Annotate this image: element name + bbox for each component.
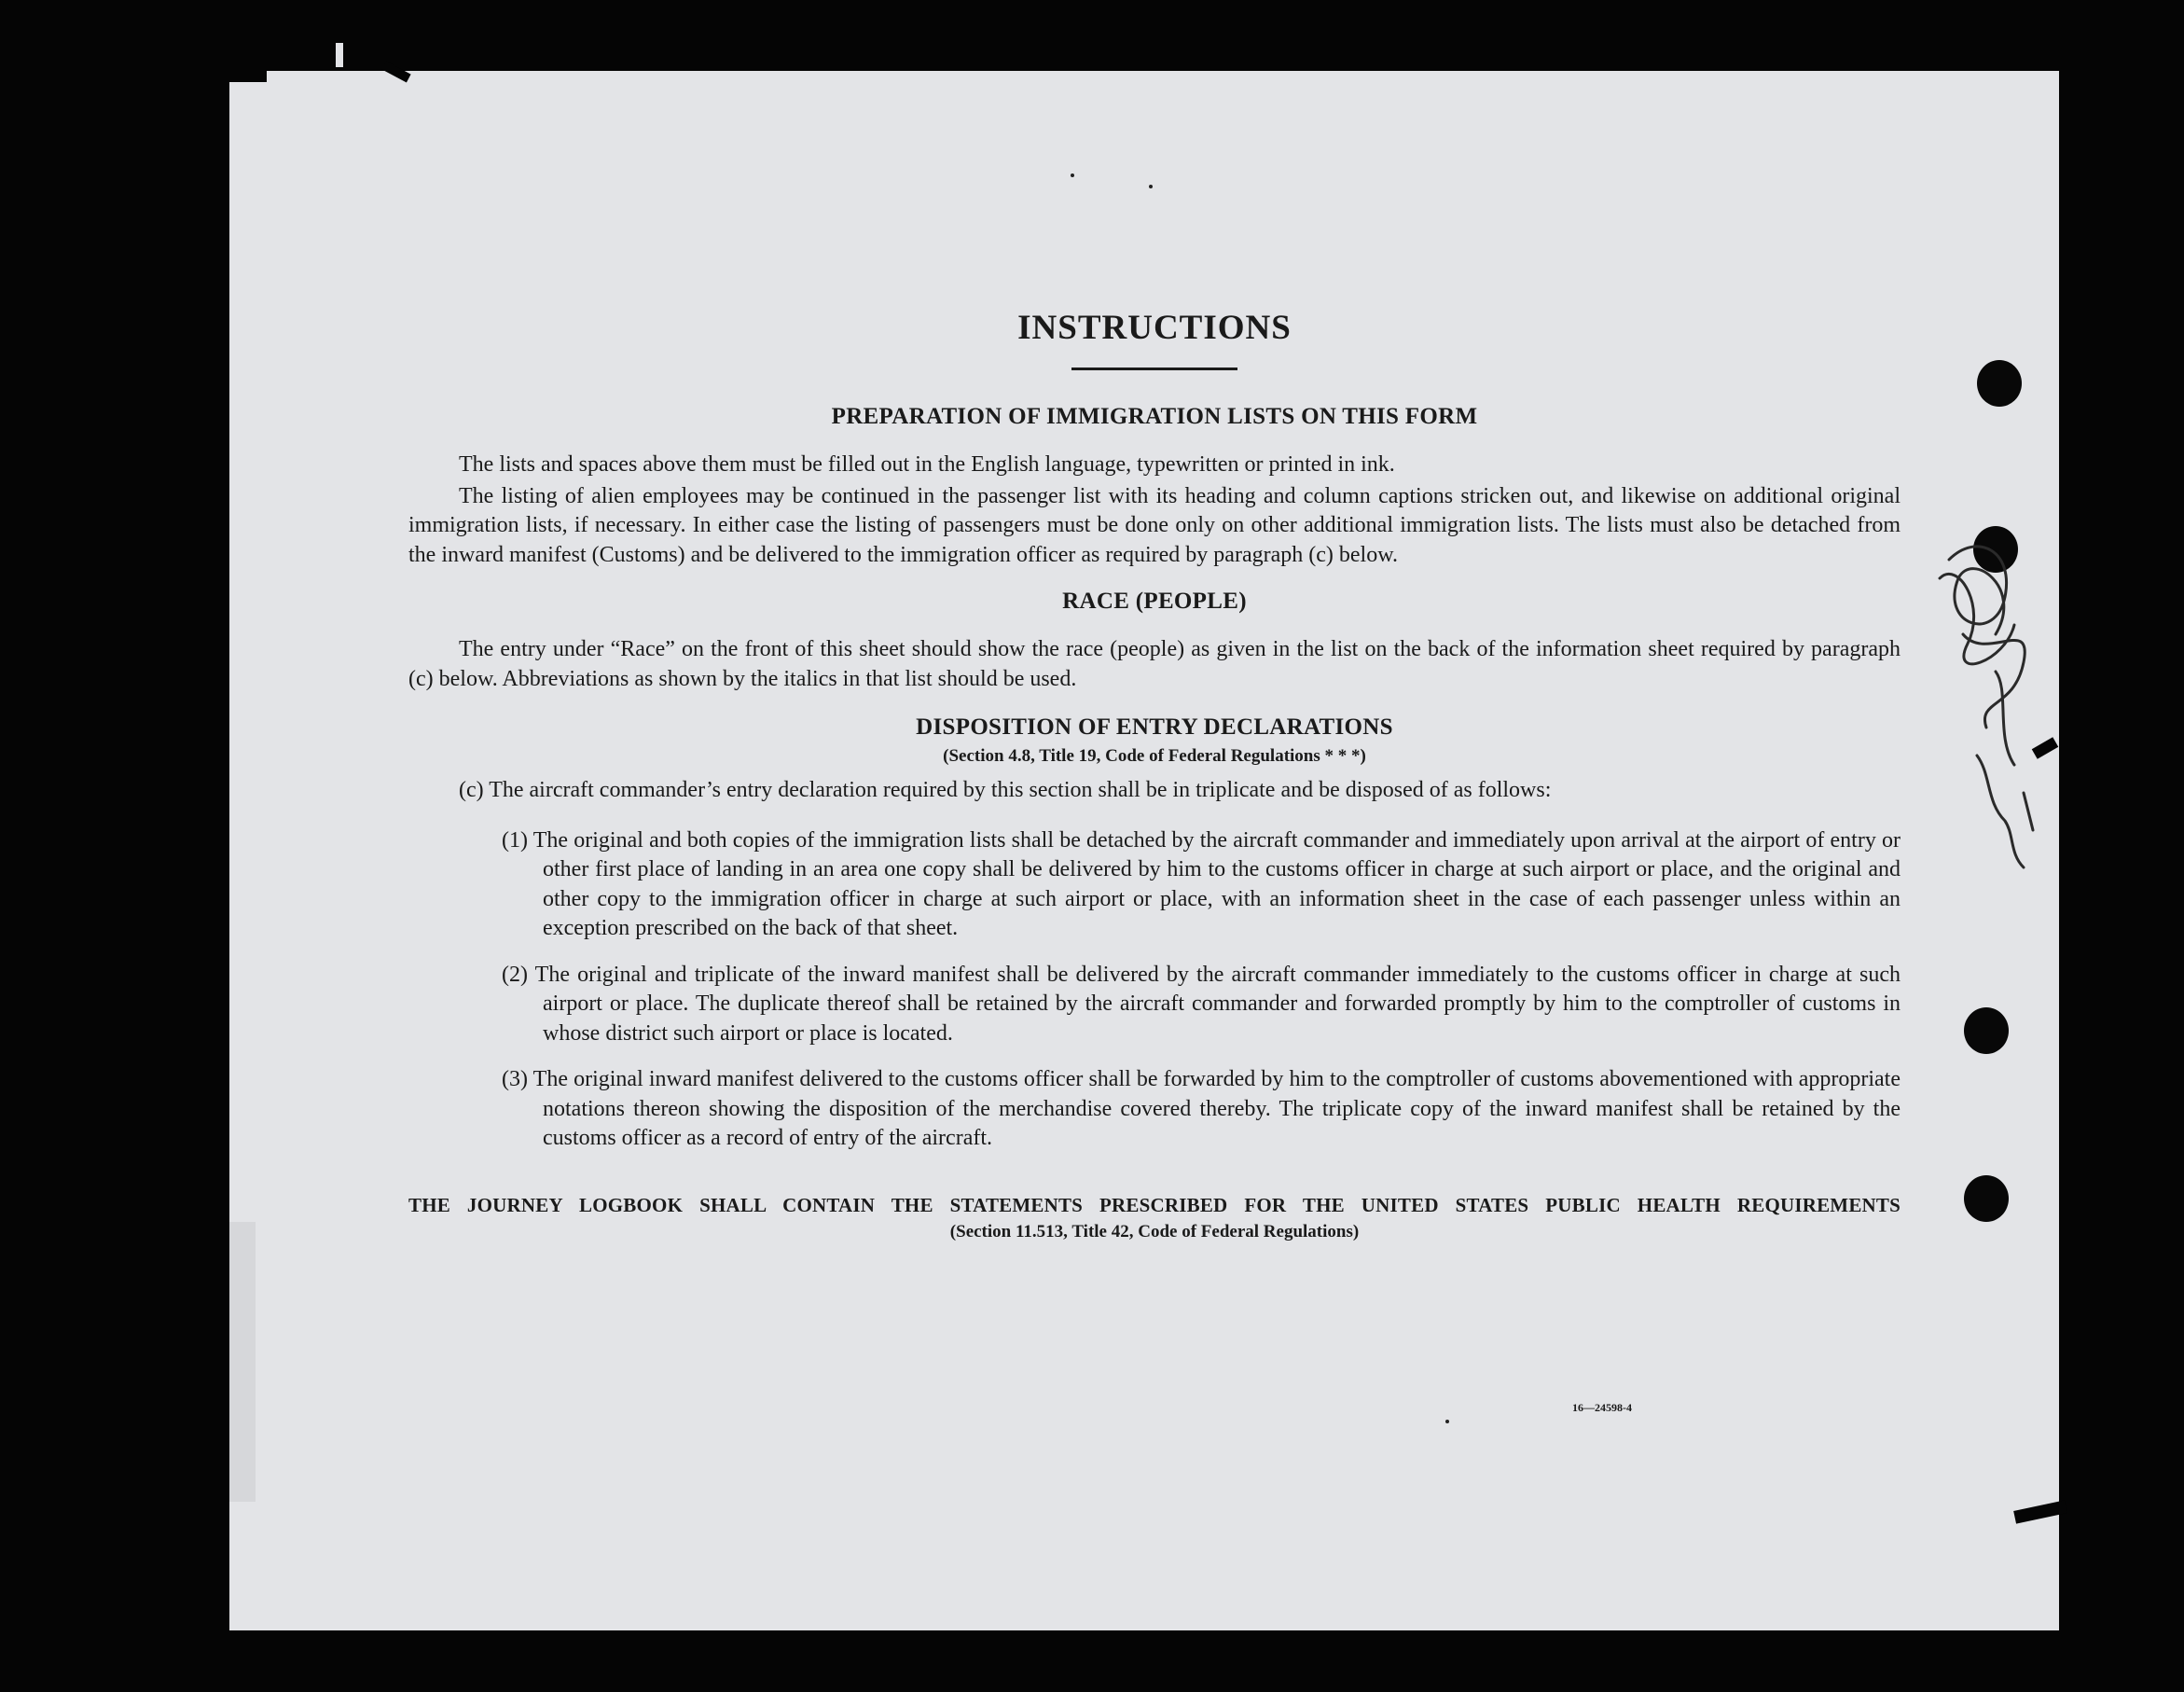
punch-hole — [1964, 1007, 2009, 1054]
preparation-paragraph: The lists and spaces above them must be filled out in the English language, typewritten or printed in ink. — [459, 452, 1395, 477]
form-number: 16—24598-4 — [1572, 1401, 1632, 1414]
disposition-citation: (Section 4.8, Title 19, Code of Federal Regulations * * *) — [943, 746, 1366, 766]
torn-corner-mark — [229, 62, 267, 82]
section-heading-race: RACE (PEOPLE) — [1062, 589, 1247, 614]
public-health-statement: THE JOURNEY LOGBOOK SHALL CONTAIN THE STATEMENTS PRESCRIBED FOR THE UNITED STATES PUBLIC HEALTH REQUIREMENTS — [408, 1193, 1901, 1216]
punch-hole — [1977, 360, 2022, 407]
speck — [1445, 1420, 1449, 1423]
page-title: INSTRUCTIONS — [1017, 309, 1292, 347]
handwritten-scribble — [1921, 522, 2061, 895]
punch-hole — [1964, 1175, 2009, 1222]
disposition-item: (2) The original and triplicate of the inward manifest shall be delivered by the aircraft commander immediately to the customs officer in charge at such airport or place. The duplicate thereof shall be retained by the aircraft commander and forwarded promptly by him to the comptroller of customs in whose district such airport or place is located. — [502, 962, 1901, 1046]
public-health-citation: (Section 11.513, Title 42, Code of Federal Regulations) — [949, 1222, 1360, 1241]
instructions-content — [408, 308, 1901, 1244]
page-fold-shadow — [229, 1222, 256, 1502]
preparation-paragraph: The listing of alien employees may be continued in the passenger list with its heading and column captions stricken out, and likewise on additional original immigration lists, if necessary. In either case the listing of passengers must be done only on other additional immigration lists. The lists must also be detached from the inward manifest (Customs) and be delivered to the immigration officer as required by paragraph (c) below. — [408, 483, 1901, 567]
title-underline — [1071, 368, 1237, 370]
speck — [1071, 173, 1074, 177]
disposition-item: (3) The original inward manifest delivered to the customs officer shall be forwarded by him to the comptroller of customs abovementioned with appropriate notations thereon showing the disposition of the merchandise covered thereby. The triplicate copy of the inward manifest shall be retained by the customs officer as a record of entry of the aircraft. — [502, 1067, 1901, 1150]
corner-speck — [336, 43, 343, 67]
speck — [1149, 185, 1153, 188]
section-heading-preparation: PREPARATION OF IMMIGRATION LISTS ON THIS FORM — [831, 404, 1478, 429]
disposition-intro: (c) The aircraft commander’s entry declaration required by this section shall be in triplicate and be disposed of as follows: — [459, 778, 1552, 802]
disposition-item: (1) The original and both copies of the immigration lists shall be detached by the aircraft commander and immediately upon arrival at the airport of entry or other first place of landing in an area one copy shall be delivered by him to the customs officer in charge at such airport or place, and the original and other copy to the immigration officer in charge at such airport or place, with an information sheet in the case of each passenger unless within an exception prescribed on the back of that sheet. — [502, 827, 1901, 940]
race-paragraph: The entry under “Race” on the front of this sheet should show the race (people) as given in the list on the back of the information sheet required by paragraph (c) below. Abbreviations as shown by the italics in that list should be used. — [408, 637, 1901, 691]
section-heading-disposition: DISPOSITION OF ENTRY DECLARATIONS — [916, 714, 1393, 740]
